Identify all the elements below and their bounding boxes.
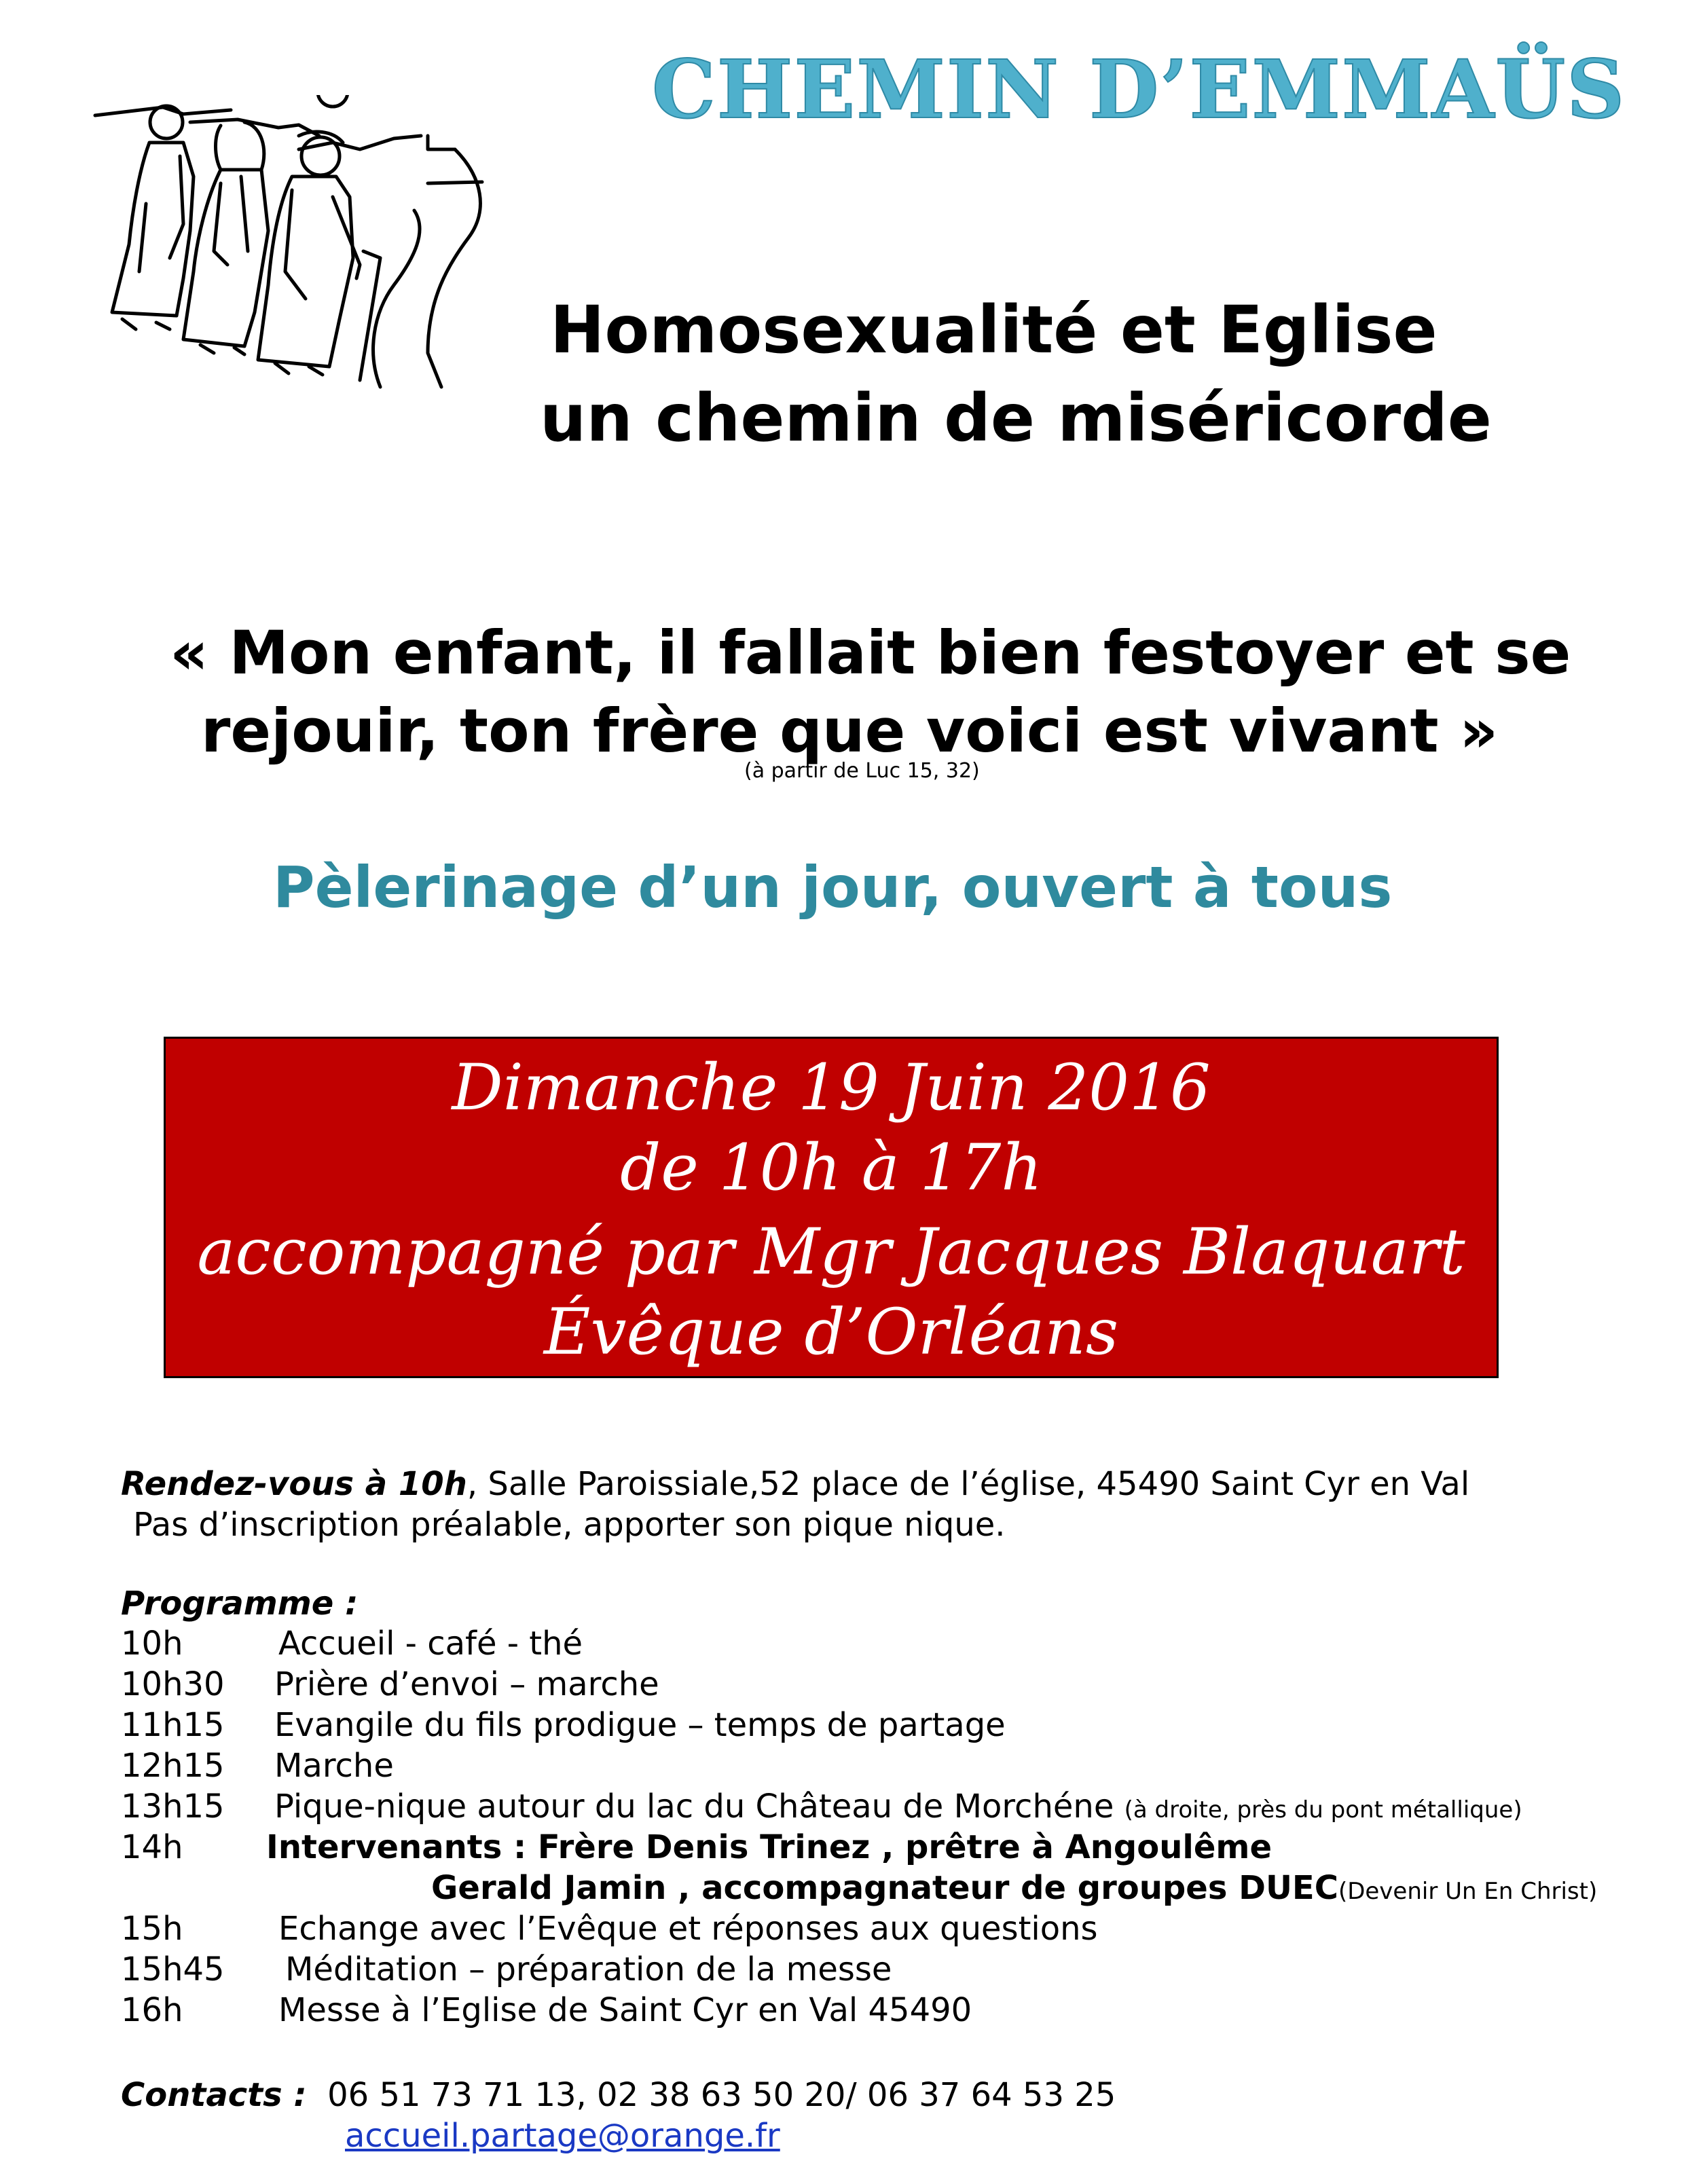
programme-item-speaker2	[431, 1869, 1597, 1907]
rendezvous-line	[121, 1465, 1469, 1503]
event-date-box	[164, 1037, 1499, 1378]
programme-activity: Accueil - café - thé	[278, 1625, 583, 1663]
event-date: Dimanche 19 Juin 2016	[452, 1051, 1211, 1125]
logo-title: CHEMIN D’EMMAÜS	[652, 42, 1626, 136]
emmaus-disciples-illustration	[75, 95, 509, 394]
programme-time: 12h15	[121, 1747, 225, 1785]
event-hours: de 10h à 17h	[620, 1131, 1042, 1205]
event-title-line2: un chemin de miséricorde	[540, 380, 1492, 456]
event-bishop-title: Évêque d’Orléans	[543, 1295, 1119, 1369]
programme-activity: Pique-nique autour du lac du Château de Morchéne	[274, 1788, 1114, 1826]
event-title-line1: Homosexualité et Eglise	[550, 292, 1438, 368]
programme-activity: Méditation – préparation de la messe	[285, 1950, 892, 1988]
pilgrimage-subtitle: Pèlerinage d’un jour, ouvert à tous	[273, 854, 1393, 921]
rendezvous-address: , Salle Paroissiale,52 place de l’église, 45490 Saint Cyr en Val	[466, 1465, 1470, 1503]
programme-time: 16h	[121, 1991, 183, 2029]
programme-activity: Evangile du fils prodigue – temps de partage	[274, 1706, 1006, 1744]
programme-note: (à droite, près du pont métallique)	[1124, 1796, 1522, 1824]
programme-time: 15h	[121, 1910, 183, 1948]
rendezvous-label: Rendez-vous à 10h	[121, 1465, 467, 1503]
quote-line1: « Mon enfant, il fallait bien festoyer et se	[170, 618, 1571, 688]
programme-note: (Devenir Un En Christ)	[1338, 1878, 1598, 1905]
programme-time: 10h	[121, 1625, 183, 1663]
programme-activity: Marche	[274, 1747, 394, 1785]
contact-email-link[interactable]: accueil.partage@orange.fr	[345, 2117, 780, 2155]
programme-heading: Programme :	[121, 1585, 359, 1623]
programme-activity: Messe à l’Eglise de Saint Cyr en Val 45490	[278, 1991, 972, 2029]
programme-time: 11h15	[121, 1706, 225, 1744]
quote-line2: rejouir, ton frère que voici est vivant »	[201, 696, 1499, 766]
programme-item-picnic	[274, 1788, 1522, 1826]
programme-speakers: Intervenants : Frère Denis Trinez , prêtre à Angoulême	[266, 1828, 1272, 1866]
programme-speaker2: Gerald Jamin , accompagnateur de groupes DUEC	[431, 1869, 1338, 1907]
programme-time: 15h45	[121, 1950, 225, 1988]
rendezvous-note: Pas d’inscription préalable, apporter son pique nique.	[133, 1506, 1006, 1544]
contacts-label: Contacts :	[121, 2076, 307, 2114]
event-accompanied-by: accompagné par Mgr Jacques Blaquart	[197, 1215, 1465, 1289]
programme-activity: Prière d’envoi – marche	[274, 1665, 659, 1703]
programme-time: 10h30	[121, 1665, 225, 1703]
programme-activity: Echange avec l’Evêque et réponses aux questions	[278, 1910, 1098, 1948]
contacts-line	[121, 2076, 1116, 2114]
quote-reference: (à partir de Luc 15, 32)	[744, 759, 980, 783]
programme-time: 13h15	[121, 1788, 225, 1826]
contacts-phones: 06 51 73 71 13, 02 38 63 50 20/ 06 37 64 53 25	[327, 2076, 1116, 2114]
programme-time: 14h	[121, 1828, 183, 1866]
